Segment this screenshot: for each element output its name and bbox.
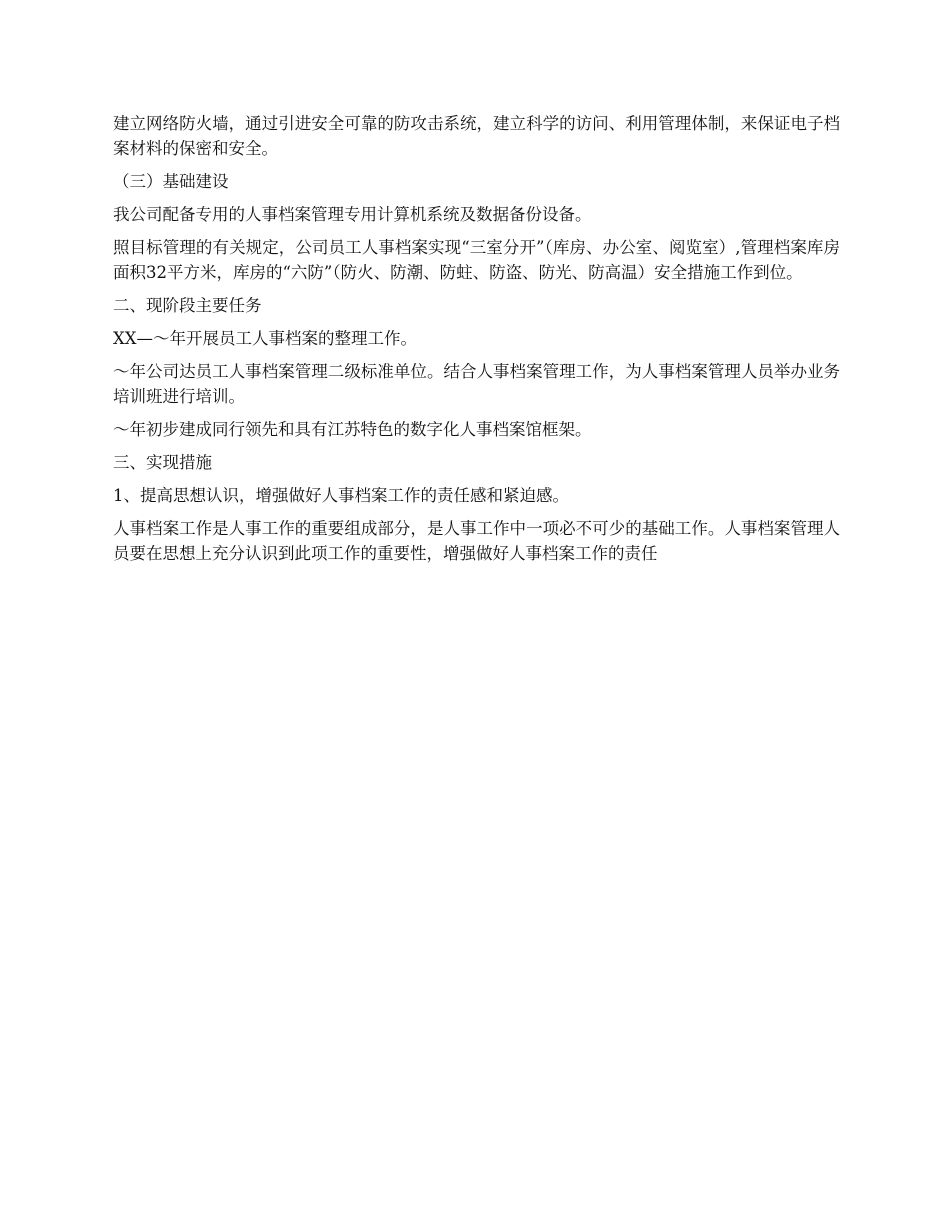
section-heading-measures: 三、实现措施: [113, 453, 212, 472]
paragraph-importance: 人事档案工作是人事工作的重要组成部分，是人事工作中一项必不可少的基础工作。人事档案管理人员要在思想上充分认识到此项工作的重要性，增强做好人事档案工作的责任: [113, 519, 840, 563]
paragraph-task-digital: ～年初步建成同行领先和具有江苏特色的数字化人事档案馆框架。: [113, 420, 592, 439]
paragraph-task-standard: ～年公司达员工人事档案管理二级标准单位。结合人事档案管理工作，为人事档案管理人员举办业务培训班进行培训。: [113, 362, 840, 406]
paragraph-measure-1: 1、提高思想认识，增强做好人事档案工作的责任感和紧迫感。: [113, 486, 569, 505]
paragraph-three-rooms: 照目标管理的有关规定，公司员工人事档案实现“三室分开”（库房、办公室、阅览室）,管理档案库房面积32平方米，库房的“六防”（防火、防潮、防蛀、防盗、防光、防高温）安全措施工作到位。: [113, 238, 840, 282]
paragraph-firewall: 建立网络防火墙，通过引进安全可靠的防攻击系统，建立科学的访问、利用管理体制，来保证电子档案材料的保密和安全。: [113, 114, 840, 158]
section-heading-current-tasks: 二、现阶段主要任务: [113, 296, 262, 315]
document-body: [113, 111, 840, 574]
section-heading-infrastructure: （三）基础建设: [113, 172, 229, 191]
paragraph-task-organize: XX—～年开展员工人事档案的整理工作。: [113, 329, 417, 348]
paragraph-equipment: 我公司配备专用的人事档案管理专用计算机系统及数据备份设备。: [113, 205, 592, 224]
